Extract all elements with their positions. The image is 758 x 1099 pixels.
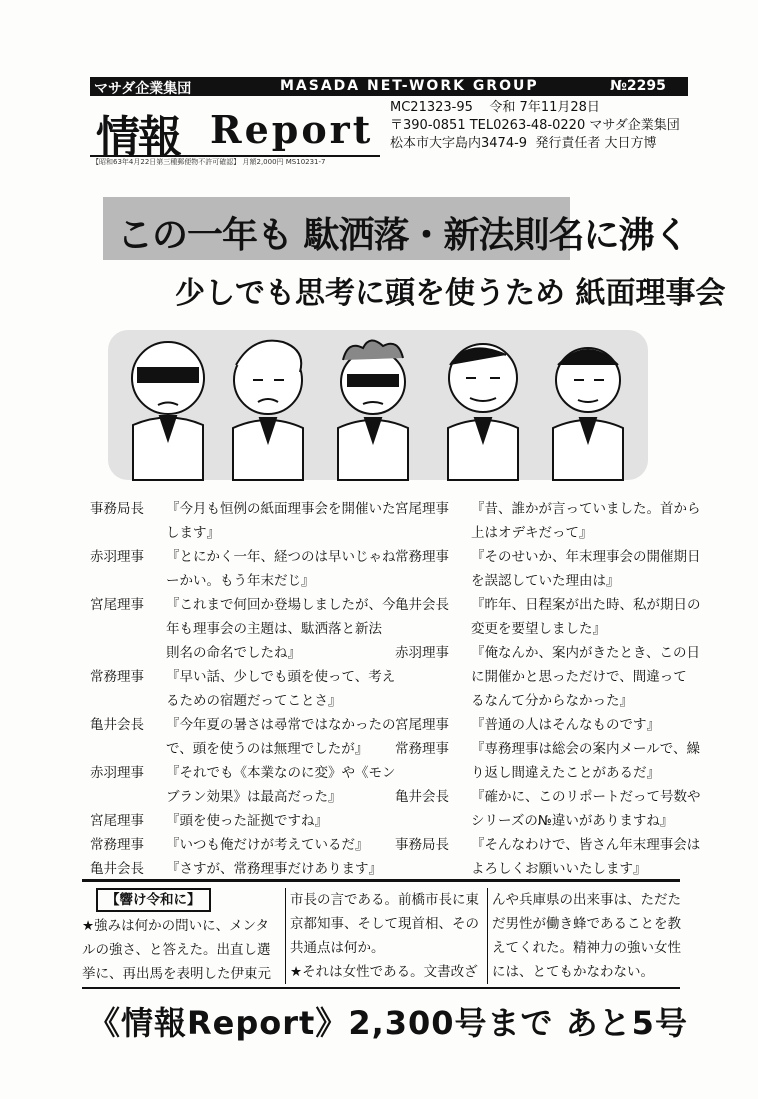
speaker [395, 689, 471, 713]
utterance: 上はオデキだって』 [471, 525, 593, 541]
utterance: 『今月も恒例の紙面理事会を開催いた [166, 501, 396, 517]
utterance: るための宿題だってことさ』 [166, 693, 342, 709]
footer-rule [82, 987, 680, 989]
masthead-meta [390, 99, 688, 153]
speaker [90, 689, 166, 713]
dialogue-line [395, 689, 685, 713]
dialogue-line [90, 737, 380, 761]
group-name-en: MASADA NET-WORK GROUP [280, 78, 539, 94]
utterance: 『昔、誰かが言っていました。首から [471, 501, 701, 517]
column-part-1 [82, 888, 278, 986]
dialogue-line [90, 497, 396, 521]
utterance: 『いつも俺だけが考えているだ』 [166, 837, 369, 853]
dialogue-line [395, 713, 685, 737]
utterance: 『それでも《本業なのに変》や《モン [166, 765, 396, 781]
speaker: 亀井会長 [395, 789, 449, 805]
logo-jp: 情報 [96, 112, 180, 163]
dialogue-line [90, 593, 396, 617]
logo-en: Report [210, 107, 374, 152]
dialogue-right [395, 497, 701, 881]
speaker [395, 521, 471, 545]
speaker: 常務理事 [395, 549, 449, 565]
utterance: 変更を要望しました』 [471, 621, 606, 637]
column-line: ルの強さ、と答えた。出直し選 [82, 942, 271, 958]
footer-banner: 《情報Report》2,300号まで あと5号 [88, 1004, 688, 1042]
speaker: 亀井会長 [90, 717, 144, 733]
dialogue-line [395, 617, 685, 641]
issue-date: 令和 7年11月28日 [489, 100, 600, 115]
utterance: します』 [166, 525, 220, 541]
speaker: 宮尾理事 [90, 597, 144, 613]
speaker: 宮尾理事 [395, 717, 449, 733]
phone: TEL0263-48-0220 [469, 118, 586, 133]
dialogue-line [90, 521, 380, 545]
headline-box [103, 197, 689, 260]
speaker [395, 569, 471, 593]
dialogue-line [90, 689, 380, 713]
utterance: 『頭を使った証拠ですね』 [166, 813, 328, 829]
speaker: 赤羽理事 [90, 765, 144, 781]
publication-code: MC21323-95 [390, 100, 473, 115]
speaker [90, 641, 166, 665]
column-line: んや兵庫県の出来事は、ただた [492, 892, 681, 908]
column-line: 挙に、再出馬を表明した伊東元 [82, 966, 271, 982]
utterance: 年も理事会の主題は、駄洒落と新法 [166, 621, 382, 637]
column-rule [82, 879, 680, 882]
speaker: 常務理事 [90, 669, 144, 685]
dialogue-line [395, 761, 685, 785]
speaker [395, 857, 471, 881]
issue-number: №2295 [610, 78, 666, 94]
dialogue-line [395, 785, 701, 809]
speaker [395, 617, 471, 641]
utterance: に開催かと思っただけで、間違って [471, 669, 687, 685]
utterance: 『さすが、常務理事だけあります』 [166, 861, 382, 877]
dialogue-line [395, 497, 701, 521]
registration-note: 【昭和63年4月22日第三種郵便物不許可確認】 月額2,000円 MS10231-7 [92, 158, 326, 166]
utterance: り返し間違えたことがあるだ』 [471, 765, 660, 781]
speaker [395, 761, 471, 785]
dialogue-line [90, 833, 380, 857]
column-line: ★それは女性である。文書改ざ [290, 964, 478, 980]
utterance: 『普通の人はそんなものです』 [471, 717, 660, 733]
column-line: だ男性が働き蜂であることを教 [492, 916, 681, 932]
speaker: 常務理事 [90, 837, 144, 853]
dialogue-line [90, 857, 380, 881]
dialogue-line [90, 545, 396, 569]
utterance: 『早い話、少しでも頭を使って、考え [166, 669, 396, 685]
board-members-illustration [108, 320, 648, 485]
dialogue-line [395, 641, 700, 665]
dialogue-line [90, 569, 380, 593]
dialogue-line [395, 737, 700, 761]
column-part-3 [487, 888, 688, 984]
utterance: 『昨年、日程案が出た時、私が期日の [471, 597, 701, 613]
speaker: 赤羽理事 [90, 549, 144, 565]
utterance: 『俺なんか、案内がきたとき、この日 [471, 645, 700, 661]
utterance: 『そんなわけで、皆さん年末理事会は [471, 837, 701, 853]
utterance: 『とにかく一年、経つのは早いじゃね [166, 549, 396, 565]
speaker: 宮尾理事 [90, 813, 144, 829]
company-name: マサダ企業集団 [589, 118, 680, 133]
dialogue-line [395, 833, 701, 857]
dialogue-line [90, 665, 396, 689]
dialogue-line [395, 857, 685, 881]
address: 松本市大字島内3474-9 [390, 136, 528, 151]
dialogue-line [395, 809, 685, 833]
column-line: 京都知事、そして現首相、その [290, 916, 479, 932]
utterance: を誤認していた理由は』 [471, 573, 620, 589]
speaker [90, 569, 166, 593]
utterance: ブラン効果》は最高だった』 [166, 789, 342, 805]
postal-code: 〒390-0851 [390, 118, 466, 133]
dialogue-line [395, 665, 685, 689]
utterance: で、頭を使うのは無理でしたが』 [166, 741, 369, 757]
column-heading: 【響け令和に】 [96, 888, 211, 912]
utterance: るなんて分からなかった』 [471, 693, 633, 709]
dialogue-line [395, 593, 701, 617]
speaker [395, 809, 471, 833]
dialogue-line [90, 617, 380, 641]
utterance: 『専務理事は総会の案内メールで、繰 [471, 741, 700, 757]
column-line: ★強みは何かの問いに、メンタ [82, 918, 270, 934]
group-name: マサダ企業集団 [94, 81, 192, 97]
utterance: 則名の命名でしたね』 [166, 645, 301, 661]
speaker [90, 521, 166, 545]
speaker: 赤羽理事 [395, 645, 449, 661]
dialogue-line [395, 545, 701, 569]
masthead-banner [90, 77, 688, 96]
column-line: 共通点は何か。 [290, 940, 385, 956]
subheadline: 少しでも思考に頭を使うため 紙面理事会 [175, 276, 726, 311]
utterance: シリーズの№違いがありますね』 [471, 813, 674, 829]
column-line: には、とてもかなわない。 [492, 964, 654, 980]
column-line: 市長の言である。前橋市長に東 [290, 892, 479, 908]
speaker: 事務局長 [395, 837, 449, 853]
utterance: ーかい。もう年末だじ』 [166, 573, 315, 589]
publisher: 発行責任者 大日方博 [535, 136, 657, 151]
dialogue-line [90, 713, 396, 737]
speaker: 亀井会長 [90, 861, 144, 877]
speaker: 宮尾理事 [395, 501, 449, 517]
speaker [90, 785, 166, 809]
utterance: よろしくお願いいたします』 [471, 861, 647, 877]
dialogue-line [90, 785, 380, 809]
column-part-2 [285, 888, 486, 984]
dialogue-line [395, 521, 685, 545]
speaker: 亀井会長 [395, 597, 449, 613]
dialogue-line [395, 569, 685, 593]
utterance: 『確かに、このリポートだって号数や [471, 789, 701, 805]
headline: この一年も 駄洒落・新法則名に沸く [117, 215, 689, 256]
column-line: えてくれた。精神力の強い女性 [492, 940, 681, 956]
dialogue-left [90, 497, 396, 881]
speaker [395, 665, 471, 689]
speaker [90, 737, 166, 761]
dialogue-line [90, 809, 380, 833]
utterance: 『今年夏の暑さは尋常ではなかったの [166, 717, 396, 733]
speaker: 常務理事 [395, 741, 449, 757]
utterance: 『これまで何回か登場しましたが、今 [166, 597, 396, 613]
speaker [90, 617, 166, 641]
dialogue-line [90, 641, 380, 665]
dialogue-line [90, 761, 396, 785]
speaker: 事務局長 [90, 501, 144, 517]
utterance: 『そのせいか、年末理事会の開催期日 [471, 549, 701, 565]
